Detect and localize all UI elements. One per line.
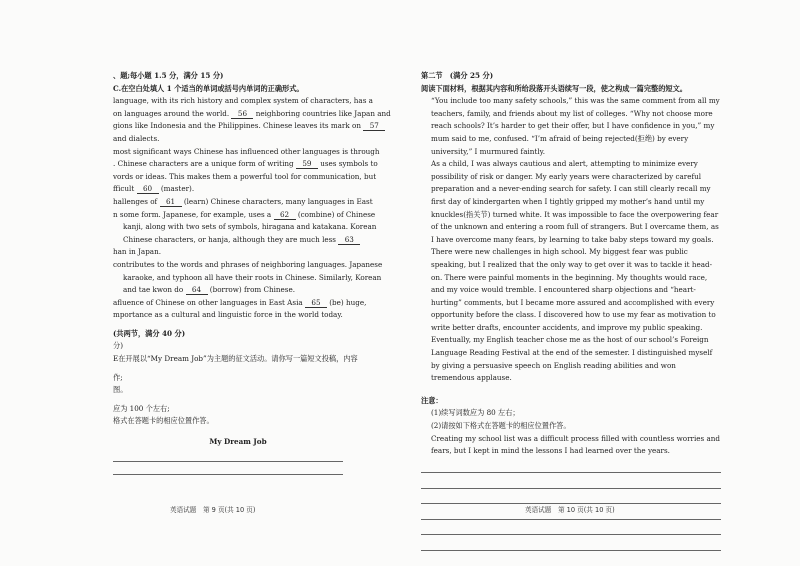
passage-line: han in Japan. [113,247,162,257]
section-instruction: 阅读下面材料，根据其内容和所给段落开头语续写一段，使之构成一篇完整的短文。 [421,83,687,93]
story-paragraph: There were new challenges in high school. My biggest fear was public speaking, but I realized that the only way to get over it was to tackle it head-on. There were painful moments in the beginning. My thoughts would race, and my voice would tremble. I encountered sharp objections and “heart-hurting” comments, but I became more assured and accomplished with every opportunity before the class. I discovered how to use my fear as motivation to write better drafts, encounter accidents, and improve my public speaking. Eventually, my English teacher chose me as the host of our school’s Foreign Language Reading Festival at the end of the semester. I distinguished myself by giving a persuasive speech on English reading abilities and won tremendous applause. [431,247,716,383]
note-item: (2)请按如下格式在答题卡的相应位置作答。 [431,421,571,431]
passage-line: on languages around the world. 56 neighboring countries like Japan and [113,108,391,118]
answer-line [421,520,721,536]
story-paragraph: “You include too many safety schools,” this was the same comment from all my teachers, family, and friends about my list of colleges. “Why not choose more reach schools? It’s harder to get their offer, but I have confidence in you,” my mum said to me, confused. “I’m afraid of being rejected(拒绝) by every university,” I murmured faintly. [431,96,720,156]
passage-line: and tae kwon do 64 (borrow) from Chinese. [123,285,296,295]
blank-59: 59 [296,159,318,169]
blank-64: 64 [186,285,208,295]
passage-line: mportance as a cultural and linguistic force in the world today. [113,310,343,320]
answer-line [113,449,343,462]
passage-line: Chinese characters, or hanja, although they are much less 63 [113,234,363,247]
passage-line: language, with its rich history and complex system of characters, has a [113,96,373,106]
blank-65: 65 [305,298,327,308]
blank-56: 56 [231,109,253,119]
passage-line: fficult 60 (master). [113,184,195,194]
section-header: 第二节 (满分 25 分) [421,71,494,80]
opening-sentence: Creating my school list was a difficult process filled with countless worries and fears, but I kept in mind the lessons I had learned over the years. [431,433,720,456]
notes-label: 注意： [421,395,443,405]
section-instruction: C.在空白处填人 1 个适当的单词或括号内单词的正确形式。 [113,83,304,93]
writing-prompt: E在开展以“My Dream Job”为主题的征文活动。请你写一篇短文投稿，内容 [113,354,358,364]
writing-requirement: 作; [113,372,123,382]
part-heading: (共两节，满分 40 分) [113,328,186,338]
blank-61: 61 [160,197,182,207]
blank-57: 57 [363,121,385,131]
writing-note: 应为 100 个左右; [113,403,170,413]
passage-line: most significant ways Chinese has influenced other languages is through [113,146,380,156]
answer-line [421,535,721,551]
right-page [421,70,721,520]
answer-line [421,473,721,489]
story-paragraph: As a child, I was always cautious and alert, attempting to minimize every possibility of risk or danger. My early years were characterized by careful preparation and a never-ending search for safety. I can still clearly recall my first day of kindergarten when I tightly gripped my mother’s hand until my knuckles(指关节) turned white. It was impossible to face the overpowering fear of the unknown and entering a room full of strangers. But I overcame them, as I have overcome many fears, by learning to take baby steps toward my goals. [431,159,719,244]
note-item: (1)续写词数应为 80 左右； [431,408,520,418]
passage-line: and dialects. [113,133,160,143]
part-subheading: 分) [113,341,123,351]
left-page-footer: 英语试题 第 9 页(共 10 页) [170,506,256,514]
right-page-footer: 英语试题 第 10 页(共 10 页) [525,506,615,514]
writing-requirement: 图。 [113,385,128,395]
passage-line: n some form. Japanese, for example, uses a 62 (combine) of Chinese [113,209,376,219]
left-page [113,70,391,520]
passage-line: karaoke, and typhoon all have their roots in Chinese. Similarly, Korean [123,272,382,282]
blank-63: 63 [338,235,360,245]
passage-line: . Chinese characters are a unique form of writing 59 uses symbols to [113,159,378,169]
passage-line: contributes to the words and phrases of neighboring languages. Japanese [113,259,383,269]
writing-note: 格式在答题卡的相应位置作答。 [113,416,214,426]
answer-line [421,458,721,474]
answer-line [421,489,721,505]
passage-line: hallenges of 61 (learn) Chinese characters, many languages in East [113,196,373,206]
passage-line: vords or ideas. This makes them a powerful tool for communication, but [113,171,377,181]
passage-line: kanji, along with two sets of symbols, hiragana and katakana. Korean [123,222,377,232]
essay-title: My Dream Job [209,437,267,447]
passage-line: afluence of Chinese on other languages in East Asia 65 (be) huge, [113,297,367,307]
passage-line: gions like Indonesia and the Philippines. Chinese leaves its mark on 57 [113,120,363,133]
section-heading: 、题;每小题 1.5 分，满分 15 分) [113,71,224,80]
blank-62: 62 [274,210,296,220]
blank-60: 60 [137,184,159,194]
answer-line [113,462,343,475]
